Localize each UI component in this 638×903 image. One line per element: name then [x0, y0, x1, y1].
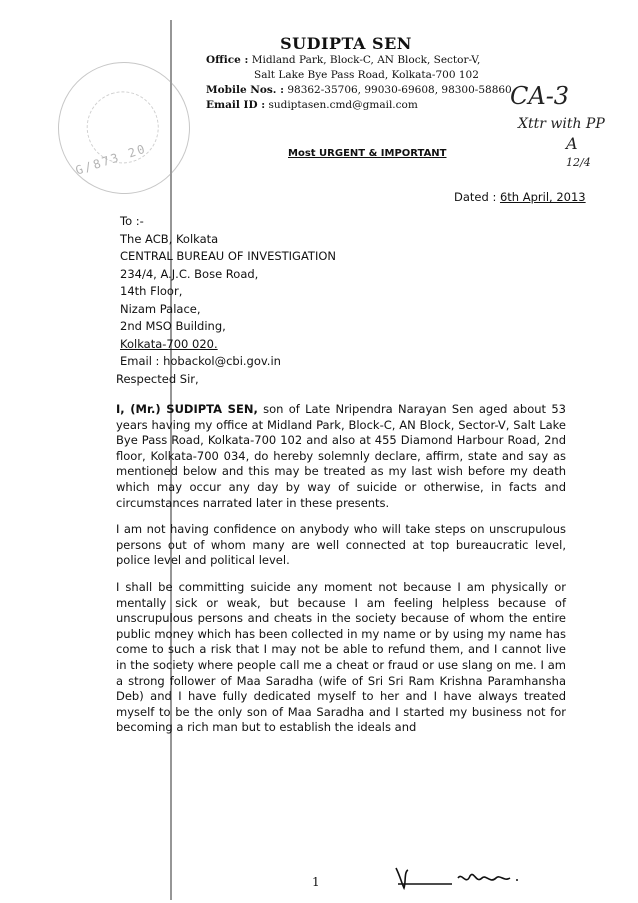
signature-scribble [392, 862, 552, 892]
address-line: Nizam Palace, [120, 301, 201, 316]
address-line: 14th Floor, [120, 284, 183, 298]
address-email: Email : hobackol@cbi.gov.in [120, 354, 281, 368]
page-number: 1 [312, 875, 320, 889]
email-line: Email ID : sudiptasen.cmd@gmail.com [206, 99, 418, 111]
paragraph-1: I, (Mr.) SUDIPTA SEN, son of Late Nripendra Narayan Sen aged about 53 years having my office at Midland Park, Block-C, AN Block, Sector-V, Salt Lake Bye Pass Road, Kolkata-700 102 and also at 455 Diamond Harbour Road, 2nd floor, Kolkata-700 034, do hereby solemnly declare, affirm, state and say as mentioned below and this may be treated as my last wish before my death which may occur any day by way of suicide or otherwise, in facts and circumstances narrated later in these presents. [116, 402, 567, 510]
address-line: The ACB, Kolkata [120, 231, 219, 246]
office-line-1: Office : Midland Park, Block-C, AN Block, Sector-V, [206, 54, 481, 66]
handwritten-note: Xttr with PP [518, 116, 605, 132]
dated-label: Dated : [454, 190, 497, 204]
declarant-name: I, (Mr.) SUDIPTA SEN, [116, 402, 258, 416]
recipient-address [120, 213, 336, 371]
address-line: 2nd MSO Building, [120, 319, 226, 333]
handwritten-date: 12/4 [566, 156, 591, 169]
handwritten-mark: A [566, 134, 578, 153]
paragraph-2: I am not having confidence on anybody who will take steps on unscrupulous persons out of whom many are well connected at top bureaucratic level, police level and political level. [116, 522, 566, 568]
dated-line [454, 190, 586, 204]
salutation: Respected Sir, [116, 372, 199, 386]
address-line: CENTRAL BUREAU OF INVESTIGATION [120, 249, 337, 263]
urgent-heading: Most URGENT & IMPORTANT [288, 148, 447, 159]
handwritten-ref: CA-3 [510, 82, 570, 110]
address-to: To :- [120, 214, 144, 228]
office-line-2: Salt Lake Bye Pass Road, Kolkata-700 102 [254, 69, 479, 81]
paragraph-3: I shall be committing suicide any moment not because I am physically or mentally sick or weak, but because I am feeling helpless because of unscrupulous persons and cheats in the society because of whom the entire public money which has been collected in my name or by using my name has come to such a risk that I may not be able to refund them, and I cannot live in the society where people call me a cheat or fraud or use slang on me. I am a strong follower of Maa Saradha (wife of Sri Sri Ram Krishna Paramhansha Deb) and I have fully dedicated myself to her and I have always treated myself to be the only son of Maa Saradha and I started my business not for becoming a rich man but to establish the ideals and [116, 580, 566, 735]
address-line: 234/4, A.J.C. Bose Road, [120, 266, 259, 281]
received-stamp [41, 45, 207, 211]
letterhead-name: SUDIPTA SEN [280, 34, 412, 53]
signature [392, 862, 552, 896]
dated-value: 6th April, 2013 [499, 190, 586, 204]
stamp-text: G/873 20 [73, 141, 149, 178]
mobile-line: Mobile Nos. : 98362-35706, 99030-69608, 98300-58860 [206, 84, 512, 96]
address-line: Kolkata-700 020. [120, 336, 218, 351]
letterhead [206, 34, 512, 113]
